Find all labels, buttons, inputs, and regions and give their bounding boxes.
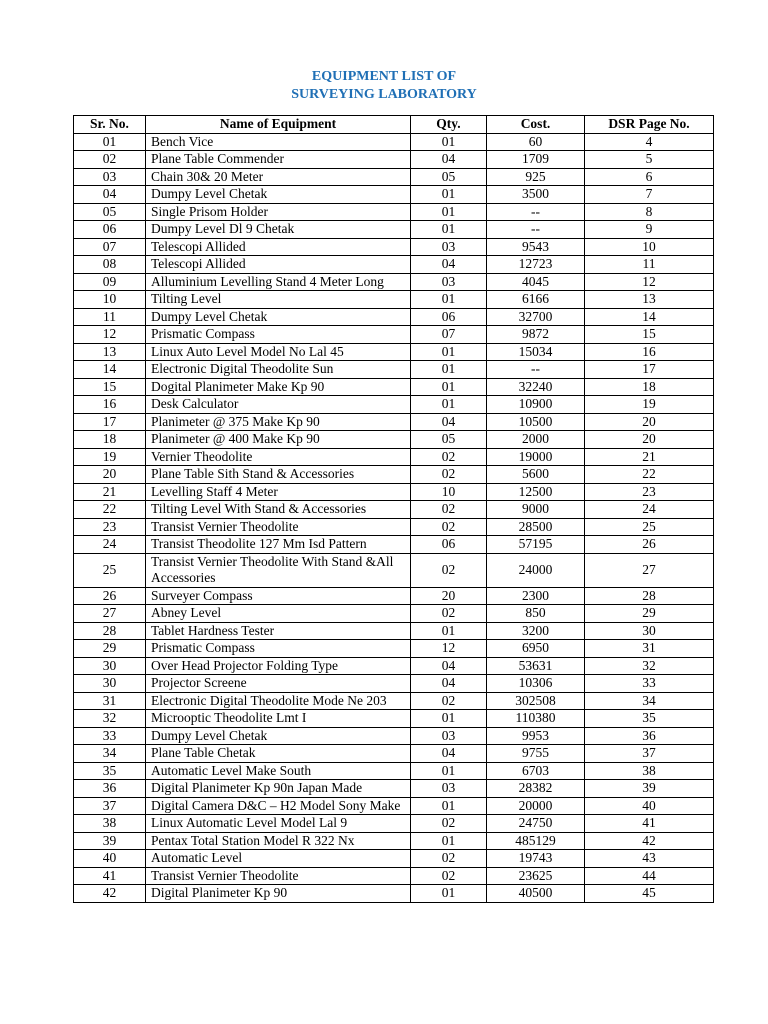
cell-qty: 06: [411, 308, 487, 326]
cell-dsr-page: 17: [585, 361, 714, 379]
cell-name: Prismatic Compass: [146, 640, 411, 658]
cell-name: Over Head Projector Folding Type: [146, 657, 411, 675]
table-row: [74, 832, 714, 850]
cell-sr-no: 22: [74, 501, 146, 519]
table-row: [74, 256, 714, 274]
cell-name: Dogital Planimeter Make Kp 90: [146, 378, 411, 396]
cell-cost: 19743: [487, 850, 585, 868]
cell-qty: 01: [411, 762, 487, 780]
cell-sr-no: 36: [74, 780, 146, 798]
cell-dsr-page: 12: [585, 273, 714, 291]
cell-cost: --: [487, 203, 585, 221]
cell-cost: 53631: [487, 657, 585, 675]
cell-name: Prismatic Compass: [146, 326, 411, 344]
cell-cost: 40500: [487, 885, 585, 903]
cell-sr-no: 12: [74, 326, 146, 344]
table-header-row: [74, 116, 714, 134]
cell-qty: 20: [411, 587, 487, 605]
cell-dsr-page: 19: [585, 396, 714, 414]
cell-qty: 04: [411, 151, 487, 169]
header-qty: Qty.: [411, 116, 487, 134]
cell-name: Plane Table Commender: [146, 151, 411, 169]
cell-cost: 6703: [487, 762, 585, 780]
cell-name: Chain 30& 20 Meter: [146, 168, 411, 186]
cell-qty: 02: [411, 815, 487, 833]
cell-qty: 01: [411, 343, 487, 361]
cell-qty: 01: [411, 797, 487, 815]
cell-cost: 10900: [487, 396, 585, 414]
cell-dsr-page: 21: [585, 448, 714, 466]
cell-name: Dumpy Level Chetak: [146, 308, 411, 326]
cell-name: Telescopi Allided: [146, 238, 411, 256]
table-row: [74, 133, 714, 151]
cell-sr-no: 11: [74, 308, 146, 326]
cell-cost: 10500: [487, 413, 585, 431]
cell-dsr-page: 9: [585, 221, 714, 239]
cell-dsr-page: 23: [585, 483, 714, 501]
cell-dsr-page: 10: [585, 238, 714, 256]
table-row: [74, 850, 714, 868]
header-name: Name of Equipment: [146, 116, 411, 134]
cell-dsr-page: 45: [585, 885, 714, 903]
equipment-table: [73, 115, 714, 903]
cell-cost: 32240: [487, 378, 585, 396]
table-row: [74, 867, 714, 885]
cell-dsr-page: 7: [585, 186, 714, 204]
cell-qty: 02: [411, 448, 487, 466]
cell-dsr-page: 44: [585, 867, 714, 885]
cell-sr-no: 18: [74, 431, 146, 449]
cell-sr-no: 31: [74, 692, 146, 710]
cell-qty: 12: [411, 640, 487, 658]
cell-name: Surveyer Compass: [146, 587, 411, 605]
cell-dsr-page: 24: [585, 501, 714, 519]
table-row: [74, 745, 714, 763]
cell-name: Digital Planimeter Kp 90: [146, 885, 411, 903]
cell-dsr-page: 5: [585, 151, 714, 169]
title-line-2: SURVEYING LABORATORY: [291, 87, 477, 102]
cell-cost: 6166: [487, 291, 585, 309]
cell-sr-no: 32: [74, 710, 146, 728]
cell-cost: 3200: [487, 622, 585, 640]
table-row: [74, 466, 714, 484]
cell-qty: 02: [411, 605, 487, 623]
cell-name: Microoptic Theodolite Lmt I: [146, 710, 411, 728]
document-title: [0, 68, 768, 104]
table-row: [74, 657, 714, 675]
cell-cost: 925: [487, 168, 585, 186]
cell-qty: 04: [411, 657, 487, 675]
cell-cost: 1709: [487, 151, 585, 169]
cell-dsr-page: 20: [585, 413, 714, 431]
table-row: [74, 605, 714, 623]
table-row: [74, 361, 714, 379]
cell-qty: 02: [411, 692, 487, 710]
cell-cost: 10306: [487, 675, 585, 693]
cell-cost: 485129: [487, 832, 585, 850]
cell-sr-no: 03: [74, 168, 146, 186]
cell-qty: 04: [411, 256, 487, 274]
cell-qty: 10: [411, 483, 487, 501]
cell-cost: 23625: [487, 867, 585, 885]
table-row: [74, 483, 714, 501]
cell-sr-no: 21: [74, 483, 146, 501]
cell-qty: 03: [411, 780, 487, 798]
cell-cost: 19000: [487, 448, 585, 466]
cell-dsr-page: 16: [585, 343, 714, 361]
cell-dsr-page: 31: [585, 640, 714, 658]
cell-cost: 110380: [487, 710, 585, 728]
table-row: [74, 622, 714, 640]
cell-qty: 02: [411, 850, 487, 868]
cell-sr-no: 35: [74, 762, 146, 780]
cell-qty: 04: [411, 745, 487, 763]
cell-sr-no: 14: [74, 361, 146, 379]
cell-qty: 03: [411, 273, 487, 291]
cell-name: Dumpy Level Dl 9 Chetak: [146, 221, 411, 239]
cell-cost: 15034: [487, 343, 585, 361]
cell-cost: 32700: [487, 308, 585, 326]
cell-dsr-page: 43: [585, 850, 714, 868]
cell-qty: 06: [411, 536, 487, 554]
cell-qty: 04: [411, 675, 487, 693]
cell-name: Planimeter @ 400 Make Kp 90: [146, 431, 411, 449]
cell-qty: 04: [411, 413, 487, 431]
cell-cost: 60: [487, 133, 585, 151]
cell-dsr-page: 37: [585, 745, 714, 763]
table-row: [74, 186, 714, 204]
cell-dsr-page: 40: [585, 797, 714, 815]
cell-qty: 01: [411, 622, 487, 640]
cell-sr-no: 29: [74, 640, 146, 658]
cell-name: Linux Auto Level Model No Lal 45: [146, 343, 411, 361]
cell-cost: 9953: [487, 727, 585, 745]
cell-sr-no: 25: [74, 553, 146, 587]
cell-dsr-page: 26: [585, 536, 714, 554]
cell-sr-no: 10: [74, 291, 146, 309]
table-row: [74, 780, 714, 798]
table-row: [74, 587, 714, 605]
cell-dsr-page: 42: [585, 832, 714, 850]
table-row: [74, 815, 714, 833]
cell-cost: 9872: [487, 326, 585, 344]
cell-name: Levelling Staff 4 Meter: [146, 483, 411, 501]
cell-name: Linux Automatic Level Model Lal 9: [146, 815, 411, 833]
cell-sr-no: 08: [74, 256, 146, 274]
cell-name: Transist Theodolite 127 Mm Isd Pattern: [146, 536, 411, 554]
cell-name: Tilting Level With Stand & Accessories: [146, 501, 411, 519]
cell-sr-no: 41: [74, 867, 146, 885]
cell-sr-no: 17: [74, 413, 146, 431]
table-row: [74, 536, 714, 554]
cell-sr-no: 34: [74, 745, 146, 763]
table-row: [74, 762, 714, 780]
cell-name: Plane Table Chetak: [146, 745, 411, 763]
cell-qty: 01: [411, 203, 487, 221]
cell-dsr-page: 18: [585, 378, 714, 396]
cell-qty: 01: [411, 885, 487, 903]
cell-qty: 02: [411, 501, 487, 519]
cell-qty: 01: [411, 291, 487, 309]
cell-qty: 01: [411, 832, 487, 850]
cell-qty: 02: [411, 867, 487, 885]
cell-name: Electronic Digital Theodolite Mode Ne 203: [146, 692, 411, 710]
table-row: [74, 692, 714, 710]
cell-dsr-page: 14: [585, 308, 714, 326]
cell-sr-no: 27: [74, 605, 146, 623]
cell-sr-no: 30: [74, 675, 146, 693]
cell-name: Digital Camera D&C – H2 Model Sony Make: [146, 797, 411, 815]
cell-cost: 20000: [487, 797, 585, 815]
table-row: [74, 448, 714, 466]
cell-qty: 01: [411, 186, 487, 204]
cell-qty: 01: [411, 361, 487, 379]
cell-name: Tilting Level: [146, 291, 411, 309]
cell-sr-no: 01: [74, 133, 146, 151]
cell-dsr-page: 11: [585, 256, 714, 274]
cell-sr-no: 40: [74, 850, 146, 868]
cell-sr-no: 15: [74, 378, 146, 396]
table-row: [74, 273, 714, 291]
table-row: [74, 378, 714, 396]
table-row: [74, 431, 714, 449]
cell-cost: --: [487, 361, 585, 379]
cell-cost: 24750: [487, 815, 585, 833]
cell-cost: 302508: [487, 692, 585, 710]
cell-sr-no: 42: [74, 885, 146, 903]
cell-cost: 57195: [487, 536, 585, 554]
cell-dsr-page: 4: [585, 133, 714, 151]
cell-cost: 5600: [487, 466, 585, 484]
table-row: [74, 640, 714, 658]
cell-dsr-page: 39: [585, 780, 714, 798]
table-row: [74, 238, 714, 256]
cell-dsr-page: 38: [585, 762, 714, 780]
cell-qty: 03: [411, 238, 487, 256]
cell-cost: 28500: [487, 518, 585, 536]
table-row: [74, 151, 714, 169]
cell-sr-no: 04: [74, 186, 146, 204]
cell-dsr-page: 33: [585, 675, 714, 693]
table-row: [74, 396, 714, 414]
cell-cost: 2300: [487, 587, 585, 605]
cell-name: Desk Calculator: [146, 396, 411, 414]
cell-dsr-page: 20: [585, 431, 714, 449]
table-row: [74, 168, 714, 186]
table-row: [74, 553, 714, 587]
table-row: [74, 518, 714, 536]
cell-name: Single Prisom Holder: [146, 203, 411, 221]
cell-name: Bench Vice: [146, 133, 411, 151]
cell-dsr-page: 25: [585, 518, 714, 536]
table-row: [74, 203, 714, 221]
cell-name: Electronic Digital Theodolite Sun: [146, 361, 411, 379]
cell-qty: 01: [411, 221, 487, 239]
cell-sr-no: 37: [74, 797, 146, 815]
cell-name: Transist Vernier Theodolite With Stand &All Accessories: [146, 553, 411, 587]
cell-cost: 2000: [487, 431, 585, 449]
cell-cost: 4045: [487, 273, 585, 291]
table-body: [74, 133, 714, 902]
cell-qty: 02: [411, 466, 487, 484]
cell-name: Automatic Level: [146, 850, 411, 868]
cell-qty: 03: [411, 727, 487, 745]
table-row: [74, 727, 714, 745]
cell-sr-no: 28: [74, 622, 146, 640]
cell-qty: 07: [411, 326, 487, 344]
cell-dsr-page: 36: [585, 727, 714, 745]
cell-name: Dumpy Level Chetak: [146, 727, 411, 745]
cell-sr-no: 19: [74, 448, 146, 466]
cell-name: Plane Table Sith Stand & Accessories: [146, 466, 411, 484]
cell-dsr-page: 27: [585, 553, 714, 587]
cell-name: Abney Level: [146, 605, 411, 623]
cell-cost: 24000: [487, 553, 585, 587]
cell-name: Telescopi Allided: [146, 256, 411, 274]
cell-name: Dumpy Level Chetak: [146, 186, 411, 204]
cell-cost: 12723: [487, 256, 585, 274]
cell-qty: 05: [411, 431, 487, 449]
header-dsr-page: DSR Page No.: [585, 116, 714, 134]
table-row: [74, 710, 714, 728]
cell-sr-no: 06: [74, 221, 146, 239]
cell-cost: 9543: [487, 238, 585, 256]
cell-cost: 850: [487, 605, 585, 623]
cell-sr-no: 20: [74, 466, 146, 484]
cell-dsr-page: 6: [585, 168, 714, 186]
title-line-1: EQUIPMENT LIST OF: [311, 69, 457, 84]
header-sr-no: Sr. No.: [74, 116, 146, 134]
cell-cost: 9755: [487, 745, 585, 763]
cell-name: Planimeter @ 375 Make Kp 90: [146, 413, 411, 431]
cell-sr-no: 33: [74, 727, 146, 745]
cell-cost: 6950: [487, 640, 585, 658]
cell-sr-no: 13: [74, 343, 146, 361]
table-row: [74, 797, 714, 815]
cell-qty: 02: [411, 518, 487, 536]
cell-sr-no: 02: [74, 151, 146, 169]
cell-dsr-page: 32: [585, 657, 714, 675]
table-row: [74, 343, 714, 361]
cell-sr-no: 16: [74, 396, 146, 414]
cell-sr-no: 24: [74, 536, 146, 554]
cell-name: Alluminium Levelling Stand 4 Meter Long: [146, 273, 411, 291]
cell-dsr-page: 30: [585, 622, 714, 640]
cell-qty: 01: [411, 710, 487, 728]
cell-dsr-page: 13: [585, 291, 714, 309]
header-cost: Cost.: [487, 116, 585, 134]
cell-name: Projector Screene: [146, 675, 411, 693]
cell-sr-no: 38: [74, 815, 146, 833]
cell-sr-no: 39: [74, 832, 146, 850]
cell-sr-no: 23: [74, 518, 146, 536]
cell-cost: 28382: [487, 780, 585, 798]
cell-cost: 9000: [487, 501, 585, 519]
cell-qty: 01: [411, 378, 487, 396]
cell-cost: --: [487, 221, 585, 239]
table-row: [74, 291, 714, 309]
cell-qty: 01: [411, 396, 487, 414]
cell-name: Transist Vernier Theodolite: [146, 867, 411, 885]
cell-name: Digital Planimeter Kp 90n Japan Made: [146, 780, 411, 798]
table-row: [74, 501, 714, 519]
cell-sr-no: 07: [74, 238, 146, 256]
cell-sr-no: 26: [74, 587, 146, 605]
cell-dsr-page: 15: [585, 326, 714, 344]
cell-sr-no: 30: [74, 657, 146, 675]
cell-name: Pentax Total Station Model R 322 Nx: [146, 832, 411, 850]
cell-sr-no: 09: [74, 273, 146, 291]
cell-qty: 02: [411, 553, 487, 587]
cell-dsr-page: 35: [585, 710, 714, 728]
cell-dsr-page: 29: [585, 605, 714, 623]
table-row: [74, 885, 714, 903]
cell-sr-no: 05: [74, 203, 146, 221]
cell-dsr-page: 8: [585, 203, 714, 221]
cell-cost: 3500: [487, 186, 585, 204]
table-row: [74, 326, 714, 344]
cell-qty: 01: [411, 133, 487, 151]
table-row: [74, 413, 714, 431]
cell-dsr-page: 34: [585, 692, 714, 710]
table-row: [74, 221, 714, 239]
cell-qty: 05: [411, 168, 487, 186]
cell-dsr-page: 28: [585, 587, 714, 605]
cell-name: Vernier Theodolite: [146, 448, 411, 466]
cell-cost: 12500: [487, 483, 585, 501]
cell-name: Transist Vernier Theodolite: [146, 518, 411, 536]
cell-name: Tablet Hardness Tester: [146, 622, 411, 640]
table-row: [74, 675, 714, 693]
table-row: [74, 308, 714, 326]
cell-name: Automatic Level Make South: [146, 762, 411, 780]
cell-dsr-page: 22: [585, 466, 714, 484]
cell-dsr-page: 41: [585, 815, 714, 833]
